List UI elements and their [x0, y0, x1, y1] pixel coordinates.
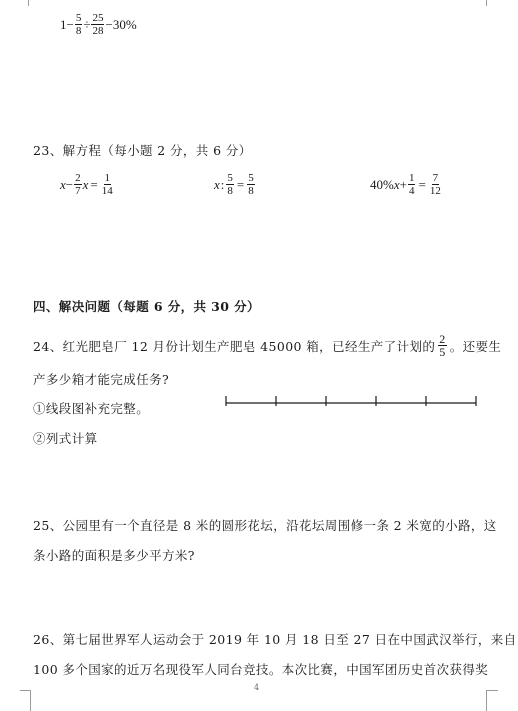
section-4-heading: 四、解决问题（每题 6 分，共 30 分）: [33, 299, 260, 314]
expr-fraction-1: [75, 12, 83, 37]
fraction-numerator: 2: [75, 172, 81, 184]
fraction: [247, 172, 255, 197]
expr-fraction-2: [91, 12, 104, 37]
fraction-denominator: 5: [439, 345, 446, 359]
corner-mark-bottom-right-v: [486, 690, 487, 711]
corner-mark-bottom-left-v: [30, 690, 31, 711]
fraction-denominator: 8: [75, 25, 82, 37]
op-minus: −: [65, 176, 74, 192]
percent-value: 40%: [370, 176, 394, 192]
fraction-denominator: 12: [429, 185, 441, 197]
top-expression: [60, 12, 137, 37]
corner-mark-bottom-right-h: [486, 690, 498, 691]
fraction-numerator: 2: [439, 332, 446, 346]
q24-text-tail: 。还要生: [449, 338, 502, 354]
corner-mark-top-left: [28, 0, 29, 6]
expr-minus: −: [66, 16, 74, 32]
segment-diagram: [220, 392, 482, 410]
q24-item-2: ②列式计算: [33, 431, 98, 446]
op-equals: =: [418, 176, 426, 192]
q23-equation-2: [214, 172, 256, 197]
fraction: [429, 172, 442, 197]
fraction: [226, 172, 234, 197]
op-ratio: :: [220, 176, 225, 192]
fraction-denominator: 28: [92, 25, 104, 37]
op-equals: =: [90, 176, 98, 192]
var-x: x: [393, 176, 400, 192]
q26-line-1: 26、第七届世界军人运动会于 2019 年 10 月 18 日至 27 日在中国武汉举行，来自: [33, 632, 517, 647]
q23-equation-3: [370, 172, 443, 197]
fraction-numerator: 7: [432, 172, 439, 184]
fraction-numerator: 5: [75, 12, 82, 24]
q24-item-1: ①线段图补充完整。: [33, 401, 150, 416]
expr-divide: ÷: [83, 16, 91, 32]
q24-line-1: [33, 333, 501, 358]
var-x: x: [214, 176, 220, 192]
fraction-numerator: 1: [104, 172, 110, 184]
op-plus: +: [399, 176, 407, 192]
page-number: 4: [254, 683, 260, 692]
fraction: [408, 172, 416, 197]
q26-line-2: 100 多个国家的近万名现役军人同台竞技。本次比赛，中国军团历史首次获得奖: [33, 662, 489, 677]
fraction: [101, 172, 114, 197]
q23-heading: 23、解方程（每小题 2 分，共 6 分）: [33, 143, 252, 158]
op-equals: =: [236, 176, 245, 192]
fraction-denominator: 4: [408, 185, 415, 197]
var-x: x: [82, 176, 89, 192]
q24-line-2: 产多少箱才能完成任务?: [33, 372, 170, 387]
q24-text: 24、红光肥皂厂 12 月份计划生产肥皂 45000 箱，已经生产了计划的: [33, 338, 436, 354]
expr-one: 1: [60, 16, 67, 32]
fraction-numerator: 25: [92, 12, 104, 24]
q25-line-1: 25、公园里有一个直径是 8 米的圆形花坛，沿花坛周围修一条 2 米宽的小路，这: [33, 518, 497, 533]
q23-equation-1: [60, 172, 115, 197]
q25-line-2: 条小路的面积是多少平方米?: [33, 548, 195, 563]
corner-mark-bottom-left-h: [20, 690, 30, 691]
fraction-numerator: 1: [408, 172, 415, 184]
expr-percent: 30%: [112, 16, 137, 32]
fraction: [74, 172, 82, 197]
corner-mark-top-right: [486, 0, 487, 6]
expr-minus: −: [105, 16, 113, 32]
fraction-numerator: 5: [227, 172, 233, 184]
fraction-denominator: 8: [227, 185, 233, 197]
fraction-denominator: 14: [101, 185, 113, 197]
var-x: x: [60, 176, 66, 192]
fraction-denominator: 8: [248, 185, 254, 197]
fraction-numerator: 5: [248, 172, 254, 184]
q24-fraction: [438, 333, 446, 358]
fraction-denominator: 7: [75, 185, 81, 197]
